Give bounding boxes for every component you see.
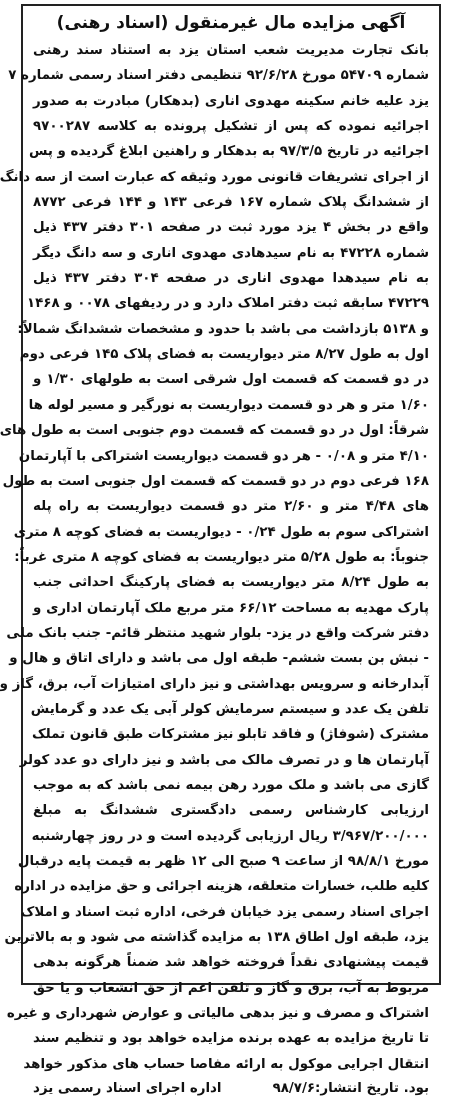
notice-line: - نبش بن بست ششم- طبقه اول می باشد و دارای اتاق و هال و: [9, 651, 429, 667]
notice-line: دفتر شرکت واقع در یزد- بلوار شهید منتظر قائم- جنب بانک ملی: [6, 625, 429, 641]
notice-line: ارزیابی کارشناس رسمی دادگستری ششدانگ به مبلغ: [33, 803, 429, 819]
notice-line: بانک تجارت مدیریت شعب استان یزد به استناد سند رهنی: [33, 43, 429, 58]
notice-line: شماره ۴۷۲۲۸ به نام سیدهادی مهدوی اناری و سه دانگ دیگر: [33, 245, 429, 261]
notice-line: اجرائیه نموده که پس از تشکیل پرونده به کلاسه ۹۷۰۰۲۸۷: [33, 119, 429, 135]
notice-line: اشتراکی سوم به طول ۰/۲۴ - دیواریست به فضای کوچه ۸ متری: [13, 524, 429, 540]
notice-line: تلفن یک عدد و سیستم سرمایش کولر آبی یک عدد و گرمایش: [30, 701, 429, 717]
notice-line: یزد علیه خانم سکینه مهدوی اناری (بدهکار) مبادرت به صدور: [33, 93, 429, 109]
notice-line: آبدارخانه و سرویس بهداشتی و نیز دارای امتیازات آب، برق، گاز و: [0, 676, 429, 692]
notice-line: به نام سیدهدا مهدوی اناری در صفحه ۳۰۴ دفتر ۴۳۷ ذیل: [33, 271, 430, 287]
notice-line: اول به طول ۸/۲۷ متر دیواریست به فضای پلاک ۱۴۵ فرعی دوم: [19, 347, 429, 363]
notice-title: آگهی مزایده مال غیرمنقول (اسناد رهنی): [56, 13, 406, 33]
notice-body: [0, 38, 430, 1077]
notice-line: ۴/۱۰ متر و ۰/۰۸ - هر دو قسمت دیواریست اشتراکی با آپارتمان: [18, 448, 429, 464]
notice-line: اجرای اسناد رسمی یزد خیابان فرخی، اداره ثبت اسناد و املاک: [20, 904, 429, 920]
publication-date: بود. تاریخ انتشار:۹۸/۷/۶: [272, 1081, 429, 1097]
auction-notice: [0, 4, 441, 1097]
notice-line: شرقاً: اول در دو قسمت که قسمت دوم جنوبی است به طول های: [0, 423, 429, 439]
notice-line: واقع در بخش ۴ یزد مورد ثبت در صفحه ۳۰۱ دفتر ۴۳۷ ذیل: [33, 220, 430, 236]
notice-footer: [33, 1077, 429, 1101]
notice-line: قیمت پیشنهادی نقداً فروخته خواهد شد ضمناً هرگونه بدهی: [33, 955, 429, 971]
notice-line: اشتراک و مصرف و نیز بدهی مالیاتی و عوارض شهرداری و غیره: [6, 1006, 429, 1022]
notice-line: گازی می باشد و ملک مورد رهن بیمه نمی باشد که به موجب: [33, 777, 429, 793]
notice-line: مشترک (شوفاژ) و فاقد تابلو نیز مشترکات طبق قانون تملک: [31, 727, 429, 743]
notice-line: ۴۷۲۲۹ سابقه ثبت دفتر املاک دارد و در ردیفهای ۰۰۷۸ و ۱۴۶۸: [26, 296, 429, 312]
notice-line: به طول ۸/۲۴ متر دیواریست به فضای پارکینگ احداثی جنب: [33, 575, 429, 591]
notice-line: های ۴/۴۸ متر و ۲/۶۰ متر دو قسمت دیواریست به راه پله: [33, 499, 429, 515]
issuing-office: اداره اجرای اسناد رسمی یزد: [33, 1081, 222, 1097]
notice-line: در دو قسمت که قسمت اول شرقی است به طولهای ۱/۳۰ و: [33, 372, 429, 388]
notice-line: آپارتمان ها و در تصرف مالک می باشد و نیز دارای دو عدد کولر: [19, 752, 429, 768]
notice-line: تا تاریخ مزایده به عهده برنده مزایده خواهد بود و تنظیم سند: [33, 1031, 429, 1047]
notice-line: از ششدانگ پلاک شماره ۱۶۷ فرعی ۱۴۳ و ۱۴۴ فرعی ۸۷۷۲: [33, 195, 429, 211]
notice-line: شماره ۵۴۷۰۹ مورخ ۹۲/۶/۲۸ تنظیمی دفتر اسناد رسمی شماره ۷: [8, 68, 429, 84]
notice-line: انتقال اجرایی موکول به ارائه مفاصا حساب های مذکور خواهد: [23, 1056, 429, 1072]
notice-line: مربوط به آب، برق و گاز و تلفن اعم از حق انشعاب و یا حق: [33, 980, 429, 996]
notice-line: اجرائیه در تاریخ ۹۷/۳/۵ به بدهکار و راهنین ابلاغ گردیده و پس: [28, 144, 429, 160]
notice-line: پارک مهدیه به مساحت ۶۶/۱۲ متر مربع ملک آپارتمان اداری و: [33, 600, 430, 616]
notice-line: و ۵۱۳۸ بازداشت می باشد با حدود و مشخصات ششدانگ شمالاً:: [17, 321, 429, 337]
notice-line: یزد، طبقه اول اطاق ۱۳۸ به مزایده گذاشته می شود و به بالاترین: [4, 930, 429, 946]
notice-line: جنوباً: به طول ۵/۲۸ متر دیواریست به فضای کوچه ۸ متری غرباً:: [14, 549, 429, 565]
notice-line: از اجرای تشریفات قانونی مورد وثیقه که عبارت است از سه دانگ: [0, 169, 429, 185]
notice-line: ۱/۶۰ متر و هر دو قسمت دیواریست به نورگیر و مسیر لوله ها: [28, 397, 429, 413]
notice-line: مورخ ۹۸/۸/۱ از ساعت ۹ صبح الی ۱۲ ظهر به قیمت پایه درقبال: [17, 854, 429, 869]
notice-line: کلیه طلب، خسارات متعلقه، هزینه اجرائی و حق مزایده در اداره: [14, 879, 429, 895]
notice-line: ۳/۹۶۷/۲۰۰/۰۰۰ ریال ارزیابی گردیده است و در روز چهارشنبه: [31, 828, 429, 844]
notice-line: ۱۶۸ فرعی دوم در دو قسمت که قسمت اول جنوبی است به طول: [2, 473, 429, 489]
